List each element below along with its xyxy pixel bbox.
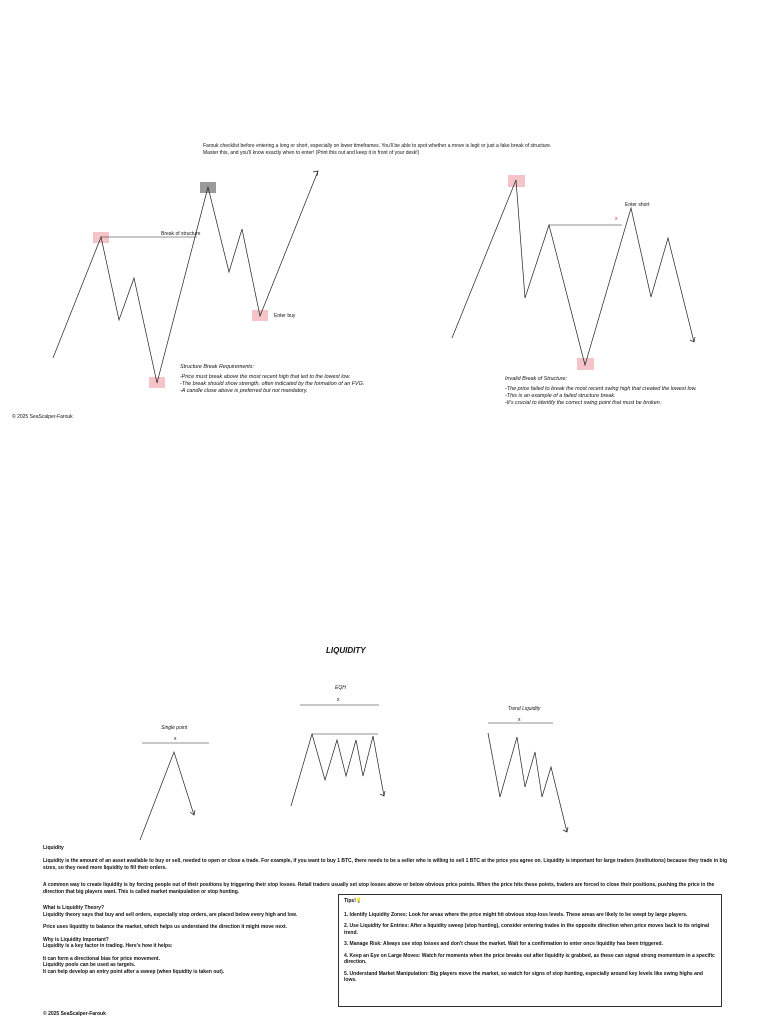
invalid-item: -The price failed to break the most recent swing high that created the lowest low.	[505, 386, 697, 392]
liquidity-heading: Liquidity	[43, 845, 64, 851]
requirement-item: -Price must break above the most recent high that led to the lowest low.	[180, 374, 351, 380]
eqh-label: EQH	[335, 685, 346, 691]
trend-price-path	[488, 733, 567, 832]
invalid-item: -This is an example of a failed structure break.	[505, 393, 616, 399]
trend-x-mark: x	[518, 717, 521, 723]
tip-item: 4. Keep an Eye on Large Moves: Watch for moments when the price breaks out after liquidity is grabbed, as these can signal strong momentum in a specific direction.	[344, 952, 715, 965]
single-point-label: Single point	[161, 725, 188, 731]
invalid-title: Invalid Break of Structure:	[505, 376, 568, 382]
tip-item: 5. Understand Market Manipulation: Big players move the market, so watch for signs of stop hunting, especially around key levels like swing highs and lows.	[344, 970, 703, 983]
tip-item: 2. Use Liquidity for Entries: After a liquidity sweep (stop hunting), consider entering trades in the opposite direction when price moves back to its original trend.	[344, 923, 710, 936]
liquidity-paragraph-1: Liquidity is the amount of an asset available to buy or sell, needed to open or close a trade. For example, if you want to buy 1 BTC, there needs to be a seller who is willing to sell 1 BTC at the price you agree on. Liquidity is important for large traders (institutions) because they trade in big sizes, so they need more liquidity to fill their orders.	[43, 858, 728, 871]
break-label: Break of structure	[161, 231, 201, 237]
enter-buy-label: Enter buy	[274, 313, 296, 319]
why-heading: Why is Liquidity Important?	[43, 936, 109, 943]
liquidity-title: LIQUIDITY	[326, 646, 366, 655]
tip-item: 3. Manage Risk: Always use stop losses and don't chase the market. Wait for a confirmation to enter once liquidity has been triggered.	[344, 941, 663, 947]
requirement-item: -A candle close above is preferred but not mandatory.	[180, 388, 308, 394]
enter-short-label: Enter short	[625, 202, 650, 208]
liquidity-paragraph-2: A common way to create liquidity is by forcing people out of their positions by triggering their stop losses. Retail traders usually set stop losses above or below obvious price points. When the price hits these points, traders are forced to close their positions, pushing the price in the direction that big players want. This is called market manipulation or stop hunting.	[43, 882, 715, 895]
page2-footer: © 2025 SeaScalper-Farouk	[43, 1011, 106, 1017]
requirements-title: Structure Break Requirements:	[180, 364, 255, 370]
price-uses-text: Price uses liquidity to balance the market, which helps us understand the direction it might move next.	[43, 924, 287, 930]
single-x-mark: x	[174, 736, 177, 742]
trend-liquidity-label: Trend Liquidity	[508, 706, 541, 712]
help-item: It can help develop an entry point after a sweep (when liquidity is taken out).	[43, 968, 225, 975]
tips-title: Tips!💡	[344, 898, 363, 904]
why-text: Liquidity is a key factor in trading. Here's how it helps:	[43, 943, 173, 949]
intro-line-1: Farouk checklist before entering a long or short, especially on lower timeframes. You'll be able to spot whether a move is legit or just a fake break of structure.	[203, 143, 552, 149]
tips-box	[338, 894, 722, 1007]
what-heading: What is Liquidity Theory?	[43, 905, 105, 911]
arrow-head	[563, 827, 568, 832]
page1-footer: © 2025 SeaScalper-Farouk	[12, 414, 73, 420]
intro-line-2: Master this, and you'll know exactly when to enter! (Print this out and keep it in front of your desk!)	[203, 149, 420, 156]
requirement-item: -The break should show strength, often indicated by the formation of an FVG.	[180, 381, 365, 387]
invalid-item: -It's crucial to identify the correct swing point that must be broken.	[505, 400, 662, 406]
help-item: Liquidity pools can be used as targets.	[43, 962, 136, 968]
help-item: It can form a directional bias for price movement.	[43, 955, 160, 962]
theory-block	[43, 905, 333, 975]
what-text: Liquidity theory says that buy and sell orders, especially stop orders, are placed below every high and low.	[43, 911, 298, 918]
tip-item: 1. Identify Liquidity Zones: Look for areas where the price might hit obvious stop-loss levels. These areas are likely to be swept by large players.	[344, 911, 688, 918]
eqh-x-mark: x	[337, 697, 340, 703]
invalid-x-mark: x	[615, 216, 618, 222]
